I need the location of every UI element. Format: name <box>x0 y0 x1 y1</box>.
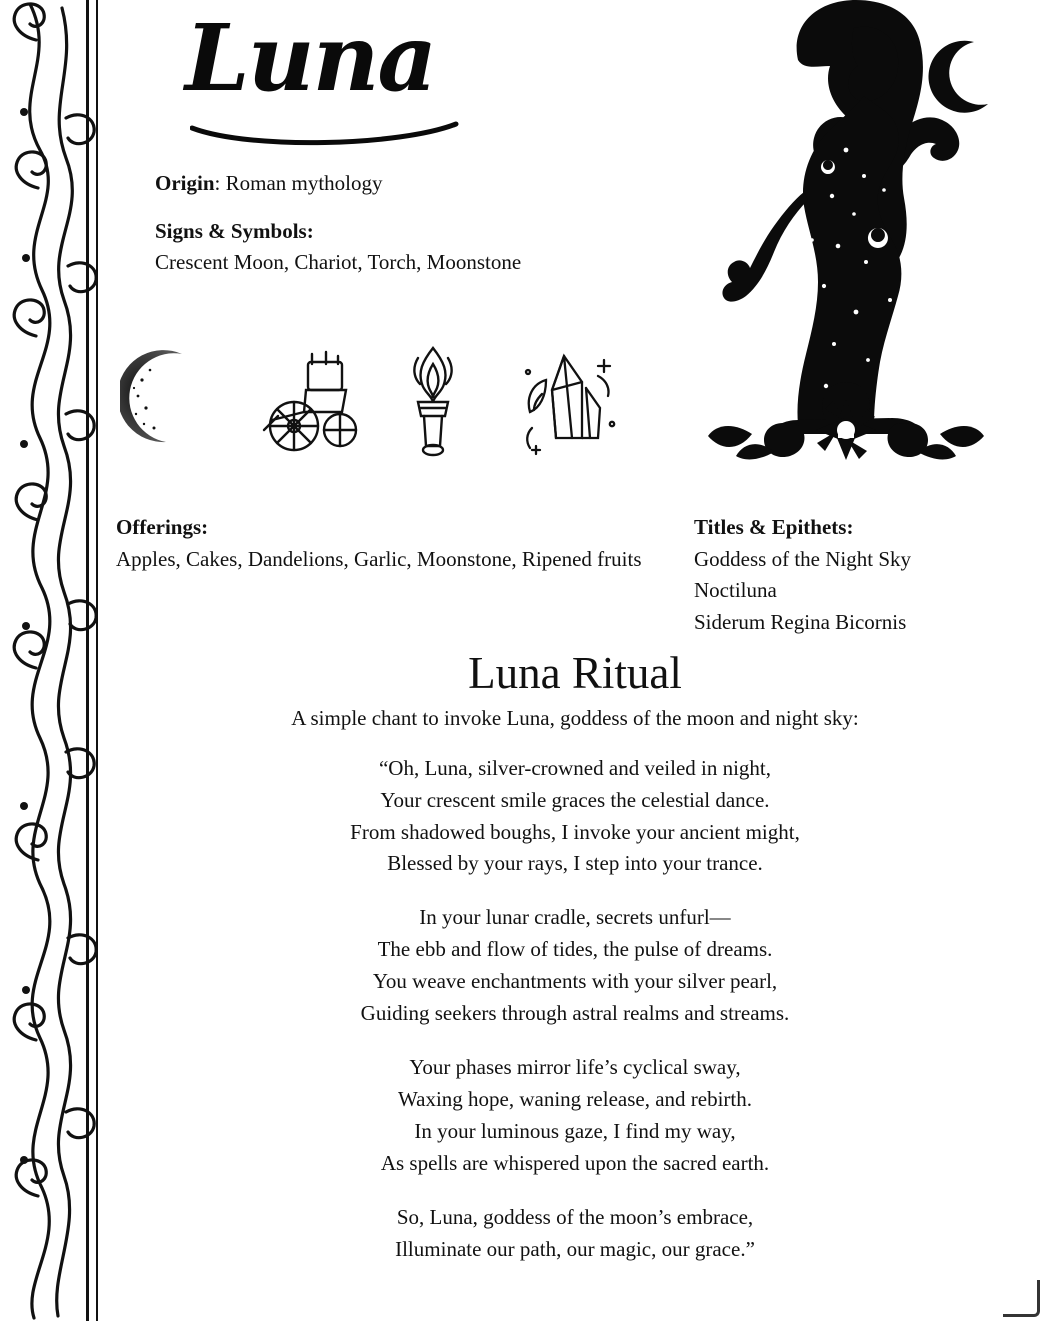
page-title: Luna <box>185 4 436 112</box>
ritual-heading: Luna Ritual <box>468 648 682 698</box>
signs-label: Signs & Symbols: <box>155 219 314 244</box>
moonstone-crystal-icon <box>512 338 612 458</box>
signs-value: Crescent Moon, Chariot, Torch, Moonstone <box>155 249 522 274</box>
ritual-line: Your crescent smile graces the celestial dance. <box>380 787 770 812</box>
ritual-line: As spells are whispered upon the sacred earth. <box>380 1150 770 1175</box>
title-item: Goddess of the Night Sky <box>694 546 911 571</box>
decorative-left-border <box>0 0 110 1321</box>
origin-row <box>155 168 625 198</box>
titles-epithets-block <box>694 512 1024 638</box>
ritual-line: Blessed by your rays, I step into your trance. <box>387 851 763 876</box>
ritual-line: The ebb and flow of tides, the pulse of dreams. <box>377 937 773 962</box>
ritual-line: In your lunar cradle, secrets unfurl— <box>419 905 731 930</box>
ritual-stanza <box>110 753 1040 881</box>
origin-value: : Roman mythology <box>214 171 383 195</box>
title-item: Noctiluna <box>694 578 777 602</box>
ritual-section <box>110 648 1040 1287</box>
ritual-line: Your phases mirror life’s cyclical sway, <box>409 1055 741 1079</box>
symbol-icon-strip <box>120 328 580 468</box>
crescent-moon-icon <box>120 338 220 458</box>
ritual-line: In your luminous gaze, I find my way, <box>414 1118 736 1143</box>
ritual-line: So, Luna, goddess of the moon’s embrace, <box>396 1204 754 1229</box>
ritual-stanza <box>110 1202 1040 1266</box>
ritual-line: From shadowed boughs, I invoke your ancient might, <box>350 819 800 844</box>
signs-row <box>155 216 625 277</box>
ritual-line: Illuminate our path, our magic, our grace.” <box>395 1236 755 1261</box>
ritual-line: Waxing hope, waning release, and rebirth. <box>397 1086 753 1111</box>
torch-icon <box>388 338 478 458</box>
filigree-scroll-icon <box>0 0 110 1321</box>
deity-info-block <box>155 168 625 295</box>
offerings-block <box>116 512 661 575</box>
origin-label: Origin <box>155 171 215 195</box>
titles-label: Titles & Epithets: <box>694 515 854 539</box>
title-flourish-underline <box>190 120 460 146</box>
chariot-icon <box>254 338 354 458</box>
ritual-line: “Oh, Luna, silver-crowned and veiled in night, <box>378 755 772 780</box>
luna-goddess-silhouette-icon <box>678 0 1008 490</box>
vertical-rule-outer <box>96 0 98 1321</box>
ritual-stanza <box>110 1052 1040 1180</box>
ritual-stanza <box>110 902 1040 1030</box>
title-item: Siderum Regina Bicornis <box>694 609 907 634</box>
vertical-rule-inner <box>86 0 89 1321</box>
offerings-label: Offerings: <box>116 515 209 539</box>
page-corner-fold-icon <box>1003 1280 1040 1317</box>
ritual-intro: A simple chant to invoke Luna, goddess of the moon and night sky: <box>291 705 859 730</box>
ritual-line: Guiding seekers through astral realms and streams. <box>360 1001 790 1026</box>
offerings-value: Apples, Cakes, Dandelions, Garlic, Moonstone, Ripened fruits <box>116 546 642 571</box>
ritual-line: You weave enchantments with your silver pearl, <box>372 969 778 994</box>
